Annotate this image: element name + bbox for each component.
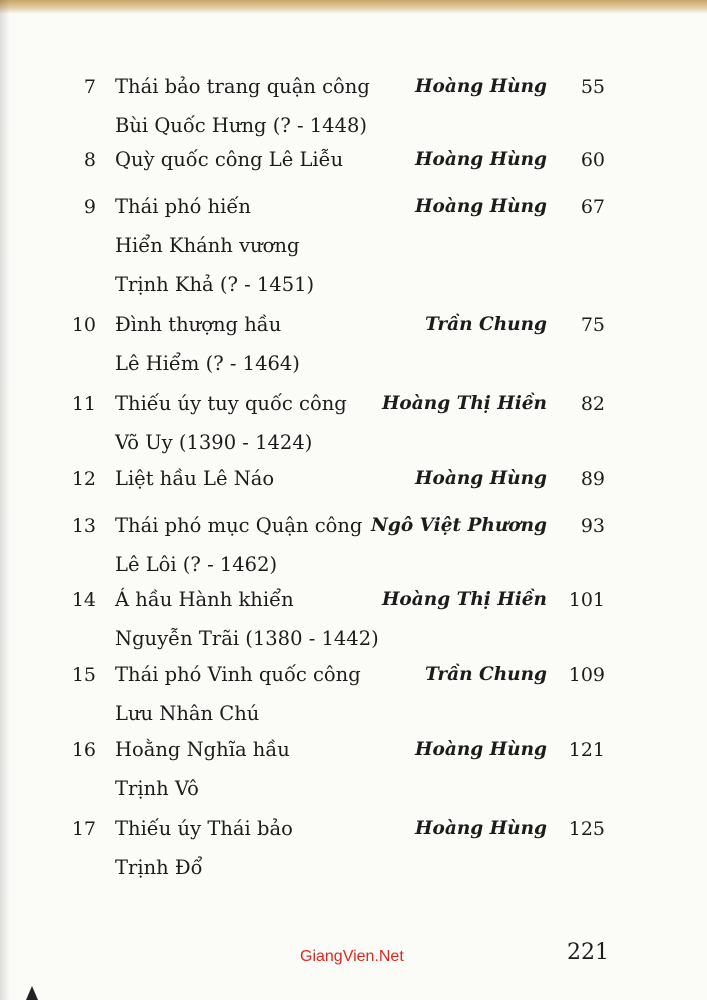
entry-title-line: Thái phó mục Quận công <box>115 514 363 537</box>
entry-title-line: Hiển Khánh vương <box>115 234 300 257</box>
entry-title-line: Thái phó Vinh quốc công <box>115 663 361 686</box>
entry-author: Trần Chung <box>424 664 547 685</box>
entry-page-number: 101 <box>568 589 605 611</box>
toc-entry <box>0 810 707 888</box>
entry-title-line: Trịnh Vô <box>115 777 199 800</box>
toc-entry <box>0 141 707 180</box>
entry-page-number: 82 <box>580 393 605 415</box>
toc-entry <box>0 188 707 305</box>
entry-author: Hoàng Hùng <box>415 468 547 489</box>
entry-title-line: Thái bảo trang quận công <box>115 75 370 98</box>
entry-title-line: Thiếu úy Thái bảo <box>115 817 293 840</box>
entry-page-number: 125 <box>568 818 605 840</box>
entry-number: 8 <box>83 149 96 171</box>
entry-page-number: 121 <box>568 739 605 761</box>
toc-entry <box>0 68 707 146</box>
entry-title-line: Bùi Quốc Hưng (? - 1448) <box>115 114 368 137</box>
entry-page-number: 89 <box>580 468 605 490</box>
entry-title-line: Lê Lôi (? - 1462) <box>115 553 278 576</box>
entry-title-line: Đình thượng hầu <box>115 313 282 336</box>
entry-number: 10 <box>71 314 96 336</box>
entry-page-number: 93 <box>580 515 605 537</box>
entry-page-number: 109 <box>568 664 605 686</box>
toc-entry <box>0 306 707 384</box>
toc-entry <box>0 385 707 463</box>
entry-author: Hoàng Hùng <box>415 196 547 217</box>
entry-title-line: Lê Hiểm (? - 1464) <box>115 352 300 375</box>
entry-title-line: Nguyễn Trãi (1380 - 1442) <box>115 627 379 650</box>
corner-mark-icon <box>26 986 38 1000</box>
entry-author: Hoàng Thị Hiền <box>381 393 547 414</box>
toc-entry <box>0 460 707 499</box>
entry-title-line: Thái phó hiến <box>115 195 251 218</box>
entry-number: 11 <box>71 393 96 415</box>
entry-page-number: 60 <box>580 149 605 171</box>
entry-number: 15 <box>71 664 96 686</box>
entry-title-line: Lưu Nhân Chú <box>115 702 260 725</box>
entry-title-line: Trịnh Khả (? - 1451) <box>115 273 315 296</box>
watermark-site: GiangVien.Net <box>300 948 404 965</box>
entry-author: Hoàng Hùng <box>415 739 547 760</box>
entry-page-number: 55 <box>580 76 605 98</box>
entry-number: 17 <box>71 818 96 840</box>
entry-title-line: Á hầu Hành khiển <box>115 588 294 611</box>
entry-author: Hoàng Hùng <box>415 149 547 170</box>
toc-entry <box>0 656 707 734</box>
toc-entry <box>0 581 707 659</box>
entry-title-line: Thiếu úy tuy quốc công <box>115 392 347 415</box>
entry-number: 13 <box>71 515 96 537</box>
entry-number: 14 <box>71 589 96 611</box>
entry-title-line: Võ Uy (1390 - 1424) <box>115 431 313 454</box>
entry-author: Hoàng Hùng <box>415 818 547 839</box>
entry-author: Hoàng Thị Hiền <box>381 589 547 610</box>
toc-entry <box>0 507 707 585</box>
entry-page-number: 67 <box>580 196 605 218</box>
entry-author: Ngô Việt Phương <box>371 515 547 536</box>
toc-entry <box>0 731 707 809</box>
entry-number: 7 <box>83 76 96 98</box>
entry-title-line: Quỳ quốc công Lê Liễu <box>115 148 344 171</box>
entry-number: 9 <box>83 196 96 218</box>
page-number: 221 <box>567 940 609 965</box>
entry-page-number: 75 <box>580 314 605 336</box>
entry-number: 12 <box>71 468 96 490</box>
entry-author: Trần Chung <box>424 314 547 335</box>
entry-title-line: Trịnh Đổ <box>115 856 203 879</box>
entry-title-line: Liệt hầu Lê Náo <box>115 467 275 490</box>
entry-number: 16 <box>71 739 96 761</box>
entry-title-line: Hoằng Nghĩa hầu <box>115 738 290 761</box>
entry-author: Hoàng Hùng <box>415 76 547 97</box>
